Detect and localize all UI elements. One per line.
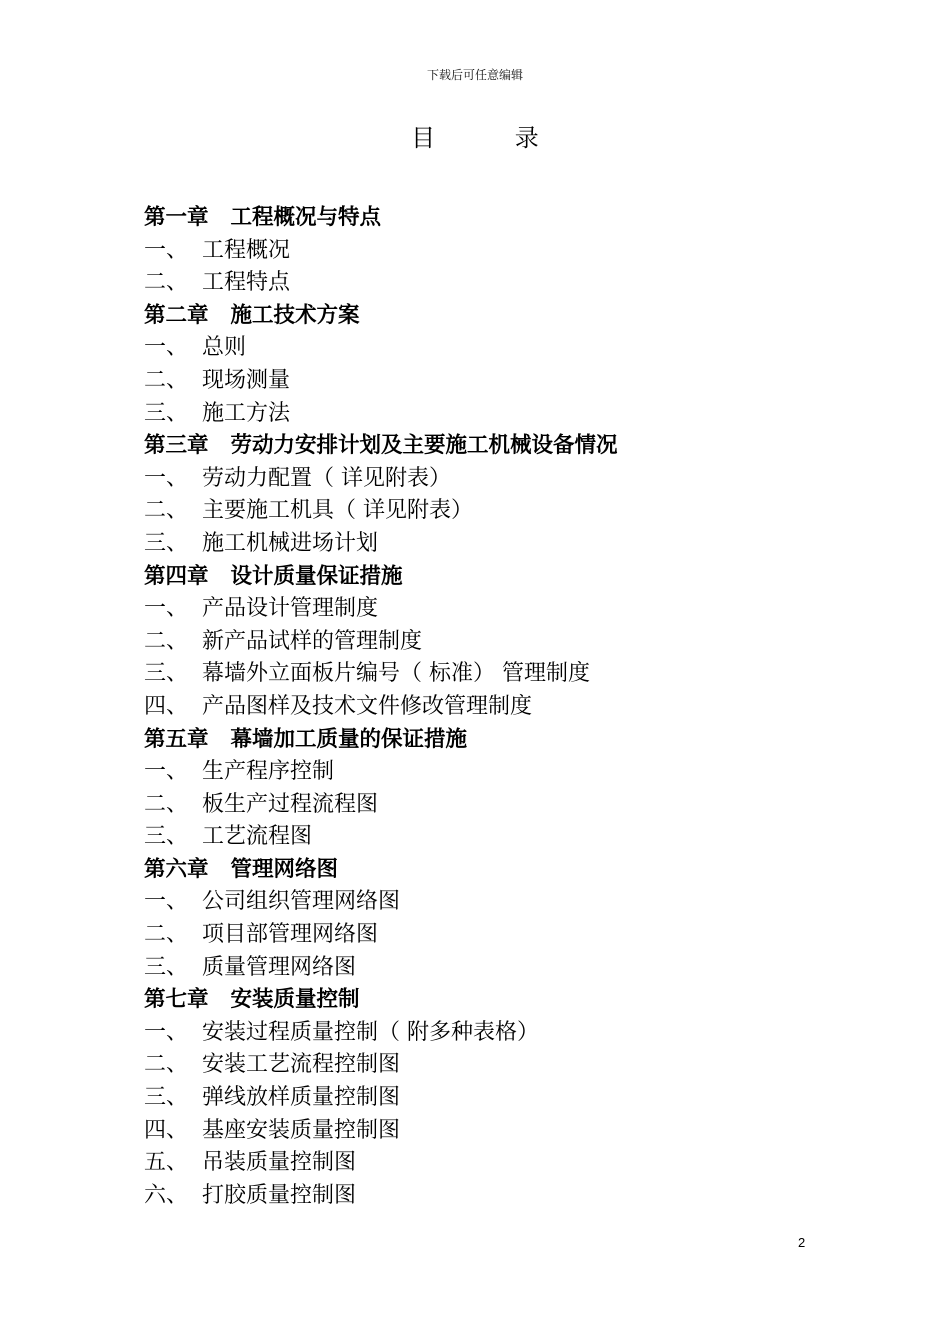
- toc-chapter-entry: [144, 561, 844, 594]
- toc-section-entry: [144, 1180, 844, 1213]
- toc-section-entry: [144, 821, 844, 854]
- toc-entry-number: 三、: [144, 1085, 189, 1111]
- toc-entry-title: 打胶质量控制图: [202, 1182, 357, 1208]
- toc-entry-number: 二、: [144, 628, 189, 654]
- toc-entry-number: 一、: [144, 1019, 189, 1045]
- toc-entry-title: 劳动力配置（ 详见附表）: [202, 465, 451, 491]
- toc-chapter-entry: [144, 854, 844, 887]
- toc-entry-title: 基座安装质量控制图: [202, 1117, 401, 1143]
- toc-entry-number: 第二章: [144, 302, 209, 328]
- toc-entry-number: 二、: [144, 367, 189, 393]
- toc-entry-number: 一、: [144, 889, 189, 915]
- toc-entry-number: 六、: [144, 1182, 189, 1208]
- toc-chapter-entry: [144, 430, 844, 463]
- toc-entry-title: 劳动力安排计划及主要施工机械设备情况: [230, 433, 618, 459]
- toc-section-entry: [144, 919, 844, 952]
- toc-entry-title: 幕墙外立面板片编号（ 标准） 管理制度: [202, 661, 590, 687]
- toc-entry-number: 一、: [144, 237, 189, 263]
- toc-section-entry: [144, 365, 844, 398]
- toc-entry-number: 第一章: [144, 205, 209, 230]
- toc-chapter-entry: [144, 724, 844, 757]
- toc-entry-number: 三、: [144, 824, 189, 850]
- toc-section-entry: [144, 235, 844, 268]
- toc-section-entry: [144, 756, 844, 789]
- toc-entry-title: 新产品试样的管理制度: [202, 628, 423, 654]
- header-note: 下载后可任意编辑: [426, 68, 523, 82]
- toc-entry-number: 三、: [144, 530, 189, 556]
- toc-section-entry: [144, 528, 844, 561]
- toc-entry-title: 设计质量保证措施: [230, 563, 403, 589]
- toc-entry-title: 质量管理网络图: [202, 954, 357, 980]
- toc-entry-title: 现场测量: [202, 367, 291, 393]
- page-title: 目 录: [411, 124, 575, 152]
- toc-entry-title: 施工方法: [202, 400, 291, 426]
- toc-section-entry: [144, 691, 844, 724]
- toc-entry-number: 三、: [144, 400, 189, 426]
- toc-section-entry: [144, 789, 844, 822]
- toc-entry-number: 第五章: [144, 726, 209, 752]
- toc-entry-title: 工程概况: [202, 237, 291, 263]
- toc-section-entry: [144, 1115, 844, 1148]
- toc-entry-number: 三、: [144, 661, 189, 687]
- toc-entry-number: 四、: [144, 1117, 189, 1143]
- toc-entry-title: 项目部管理网络图: [202, 922, 379, 948]
- toc-section-entry: [144, 626, 844, 659]
- toc-entry-title: 公司组织管理网络图: [202, 889, 401, 915]
- toc-entry-number: 一、: [144, 335, 189, 361]
- toc-entry-title: 板生产过程流程图: [202, 791, 379, 817]
- toc-section-entry: [144, 398, 844, 431]
- toc-section-entry: [144, 463, 844, 496]
- toc-entry-number: 第四章: [144, 563, 209, 589]
- toc-entry-number: 一、: [144, 596, 189, 622]
- toc-entry-number: 二、: [144, 1052, 189, 1078]
- table-of-contents: [144, 202, 844, 1212]
- toc-section-entry: [144, 267, 844, 300]
- toc-entry-title: 总则: [202, 335, 247, 361]
- toc-entry-number: 二、: [144, 922, 189, 948]
- toc-entry-title: 吊装质量控制图: [202, 1150, 357, 1176]
- toc-section-entry: [144, 593, 844, 626]
- toc-entry-number: 二、: [144, 791, 189, 817]
- toc-entry-number: 第三章: [144, 433, 209, 459]
- page-number: 2: [798, 1235, 806, 1250]
- toc-section-entry: [144, 495, 844, 528]
- toc-entry-title: 管理网络图: [230, 856, 339, 882]
- toc-section-entry: [144, 886, 844, 919]
- toc-entry-title: 主要施工机具（ 详见附表）: [202, 498, 473, 524]
- toc-chapter-entry: [144, 984, 844, 1017]
- toc-section-entry: [144, 1017, 844, 1050]
- toc-entry-number: 第六章: [144, 856, 209, 882]
- toc-entry-number: 二、: [144, 498, 189, 524]
- toc-entry-title: 工程特点: [202, 270, 291, 296]
- toc-entry-title: 施工技术方案: [230, 302, 360, 328]
- toc-section-entry: [144, 1147, 844, 1180]
- toc-entry-number: 三、: [144, 954, 189, 980]
- toc-entry-number: 二、: [144, 270, 189, 296]
- toc-entry-number: 四、: [144, 693, 189, 719]
- toc-section-entry: [144, 1082, 844, 1115]
- toc-section-entry: [144, 332, 844, 365]
- toc-entry-number: 一、: [144, 465, 189, 491]
- toc-entry-title: 安装工艺流程控制图: [202, 1052, 401, 1078]
- toc-entry-number: 五、: [144, 1150, 189, 1176]
- toc-entry-title: 安装质量控制: [230, 987, 360, 1013]
- toc-entry-title: 工艺流程图: [202, 824, 313, 850]
- toc-entry-title: 弹线放样质量控制图: [202, 1085, 401, 1111]
- toc-entry-title: 产品图样及技术文件修改管理制度: [202, 693, 533, 719]
- toc-chapter-entry: [144, 202, 844, 235]
- toc-entry-title: 产品设计管理制度: [202, 596, 379, 622]
- toc-entry-title: 安装过程质量控制（ 附多种表格）: [202, 1019, 539, 1045]
- toc-entry-title: 施工机械进场计划: [202, 530, 379, 556]
- toc-entry-title: 工程概况与特点: [230, 205, 382, 230]
- toc-section-entry: [144, 658, 844, 691]
- toc-entry-number: 第七章: [144, 987, 209, 1013]
- toc-entry-title: 幕墙加工质量的保证措施: [230, 726, 468, 752]
- toc-entry-number: 一、: [144, 759, 189, 785]
- toc-entry-title: 生产程序控制: [202, 759, 335, 785]
- toc-section-entry: [144, 952, 844, 985]
- toc-chapter-entry: [144, 300, 844, 333]
- toc-section-entry: [144, 1049, 844, 1082]
